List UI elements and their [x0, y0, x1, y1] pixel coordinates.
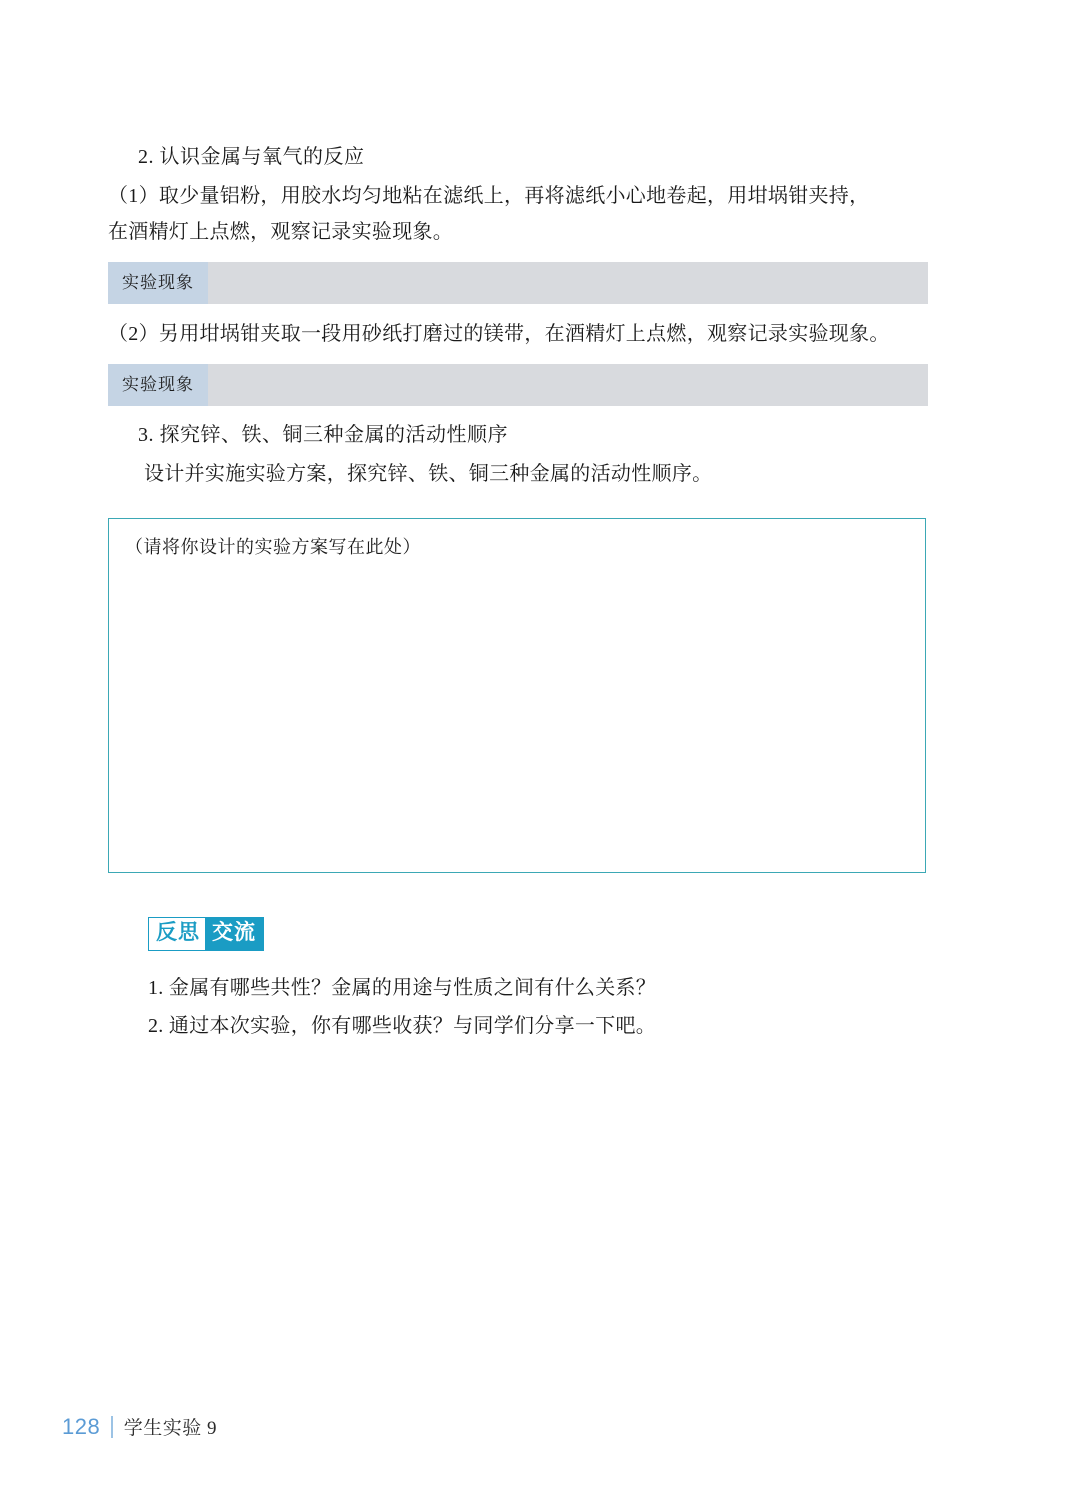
section-2-heading: 2. 认识金属与氧气的反应 — [138, 146, 365, 168]
experiment-plan-answer-box[interactable] — [108, 518, 926, 873]
section-3-text: 设计并实施实验方案，探究锌、铁、铜三种金属的活动性顺序。 — [144, 463, 713, 485]
reflect-discuss-badge — [148, 917, 264, 951]
section-2-step-1-line-2: 在酒精灯上点燃，观察记录实验现象。 — [108, 221, 454, 243]
reflect-question-list — [108, 969, 928, 1045]
reflect-badge-wrapper — [108, 917, 928, 951]
observation-row-2 — [108, 364, 928, 406]
answer-box-hint: （请将你设计的实验方案写在此处） — [125, 537, 421, 557]
section-3-heading: 3. 探究锌、铁、铜三种金属的活动性顺序 — [138, 424, 508, 446]
section-2-step-1-line-1: （1）取少量铝粉，用胶水均匀地粘在滤纸上，再将滤纸小心地卷起，用坩埚钳夹持， — [108, 185, 870, 207]
footer-label: 学生实验 9 — [123, 1418, 217, 1439]
badge-text-discuss: 交流 — [205, 918, 263, 950]
footer-divider — [111, 1416, 113, 1438]
badge-text-reflect: 反思 — [149, 918, 205, 950]
observation-answer-area-1[interactable] — [208, 262, 928, 304]
observation-label-1: 实验现象 — [108, 262, 208, 304]
section-2-step-1 — [108, 178, 928, 250]
page-footer — [62, 1413, 217, 1440]
observation-row-1 — [108, 262, 928, 304]
reflect-question-1: 1. 金属有哪些共性？金属的用途与性质之间有什么关系？ — [148, 977, 657, 999]
observation-label-2: 实验现象 — [108, 364, 208, 406]
reflect-question-2: 2. 通过本次实验，你有哪些收获？与同学们分享一下吧。 — [148, 1015, 657, 1037]
page-content — [108, 140, 928, 1045]
section-2-step-2: （2）另用坩埚钳夹取一段用砂纸打磨过的镁带，在酒精灯上点燃，观察记录实验现象。 — [108, 323, 890, 345]
page-number: 128 — [62, 1413, 101, 1439]
observation-answer-area-2[interactable] — [208, 364, 928, 406]
